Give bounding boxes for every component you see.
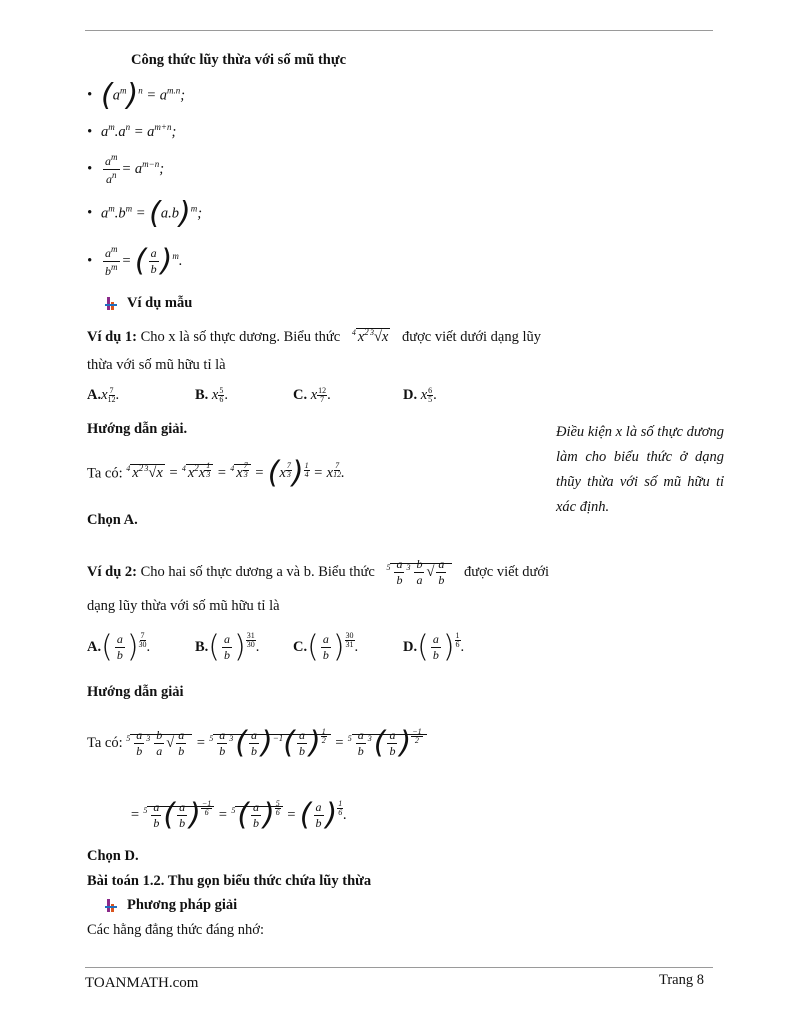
option-a: A.x $\frac{7}{12}$ .	[87, 386, 120, 405]
option-a: A.( $\frac{a}{b}$ ) $\frac{7}{30}$ .	[87, 629, 151, 665]
example2-answer: Chọn D.	[87, 848, 139, 864]
formula-quotient-same-base: • $\frac{a^m}{a^n}$ = $a^{m-n}$;	[87, 152, 165, 186]
formula-product-same-base: • $a^m.a^n = a^{m+n}$;	[87, 122, 177, 140]
example1-answer: Chọn A.	[87, 512, 138, 528]
example-heading: Ví dụ mẫu	[105, 295, 192, 312]
formula-power-of-power: • $(a^m)^n = a^{m.n}$;	[87, 78, 186, 113]
footer-site: TOANMATH.com	[85, 975, 199, 991]
bullet-icon: •	[87, 87, 93, 104]
example2-statement: Ví dụ 2: Cho hai số thực dương a và b. Biểu thức $^5$ $\frac{a}{b}$ $^3$ $\frac{b}{a}$ √ $\frac{a}{b}$ được viết dưới	[87, 557, 550, 587]
problem-heading: Bài toán 1.2. Thu gọn biểu thức chứa lũy thừa	[87, 873, 372, 889]
example2-options	[87, 629, 527, 672]
option-b: B. x $\frac{5}{6}$ .	[195, 386, 228, 405]
formula-quotient-same-exponent: • $\frac{a^m}{b^m}$ = ( $\frac{a}{b}$ )$^m$.	[87, 243, 183, 279]
chart-bullet-icon	[105, 899, 117, 912]
side-note: Điều kiện x là số thực dương làm cho biểu thức ở dạng thũy thừa với số mũ hữu tỉ xác định.	[556, 424, 724, 515]
example2-expression: $^5$ $\frac{a}{b}$ $^3$ $\frac{b}{a}$ √ $\frac{a}{b}$	[386, 564, 452, 580]
option-b: B.( $\frac{a}{b}$ ) $\frac{31}{30}$ .	[195, 629, 260, 665]
section-title: Công thức lũy thừa với số mũ thực	[131, 52, 347, 68]
example1-expression: $^4$ $x^2$ $^3$√x	[351, 327, 389, 345]
method-heading: Phương pháp giải	[105, 897, 237, 914]
option-c: C.( $\frac{a}{b}$ ) $\frac{30}{31}$ .	[293, 629, 359, 665]
footer-rule	[85, 967, 713, 968]
option-d: D. x $\frac{6}{5}$ .	[403, 386, 437, 405]
example2-line2: dạng lũy thừa với số mũ hữu tỉ là	[87, 598, 280, 614]
method-text: Các hằng đẳng thức đáng nhớ:	[87, 922, 264, 938]
example2-guide: Hướng dẫn giải	[87, 684, 184, 700]
example1-guide: Hướng dẫn giải.	[87, 421, 188, 437]
option-d: D.( $\frac{a}{b}$ ) $\frac{1}{6}$ .	[403, 629, 465, 665]
example1-line2: thừa với số mũ hữu tỉ là	[87, 357, 226, 373]
bullet-icon: •	[87, 123, 93, 140]
example1-solution: Ta có: $^4$ $x^2$ $^3$√x = $^4$ $x^2x$ $\frac{1}{3}$ = $^4$ x $\frac{7}{3}$ = (x $\frac{7}{3}$ ) $\frac{1}{4}$ = x $\frac{7}{12}$ .	[87, 456, 345, 491]
example2-solution-line1: Ta có: $^5$ $\frac{a}{b}$ $^3$ $\frac{b}{a}$ √ $\frac{a}{b}$ = $^5$ $\frac{a}{b}$ $^3$( $\frac{a}{b}$ )$^{-1}$( $\frac{a}{b}$ ) $\frac{1}{2}$ = $^5$ $\frac{a}{b}$ $^3$( $\frac{a}{b}$ ) $\frac{-1}{2}$	[87, 728, 427, 759]
bullet-icon: •	[87, 252, 93, 269]
footer-page: Trang 8	[659, 972, 704, 988]
example2-solution-line2: = $^5$ $\frac{a}{b}$ ( $\frac{a}{b}$ ) $\frac{-1}{6}$ = $^5$( $\frac{a}{b}$ ) $\frac{5}{6}$ = ( $\frac{a}{b}$ ) $\frac{1}{6}$ .	[130, 797, 347, 833]
formula-product-same-exponent: • $a^m.b^m = (a.b)^m$;	[87, 196, 203, 231]
example1-statement: Ví dụ 1: Cho x là số thực dương. Biểu thức $^4$ $x^2$ $^3$√x được viết dưới dạng lũy	[87, 327, 541, 345]
chart-bullet-icon	[105, 297, 117, 310]
option-c: C. x $\frac{12}{7}$ .	[293, 386, 331, 405]
bullet-icon: •	[87, 205, 93, 222]
bullet-icon: •	[87, 160, 93, 177]
header-rule	[85, 30, 713, 31]
